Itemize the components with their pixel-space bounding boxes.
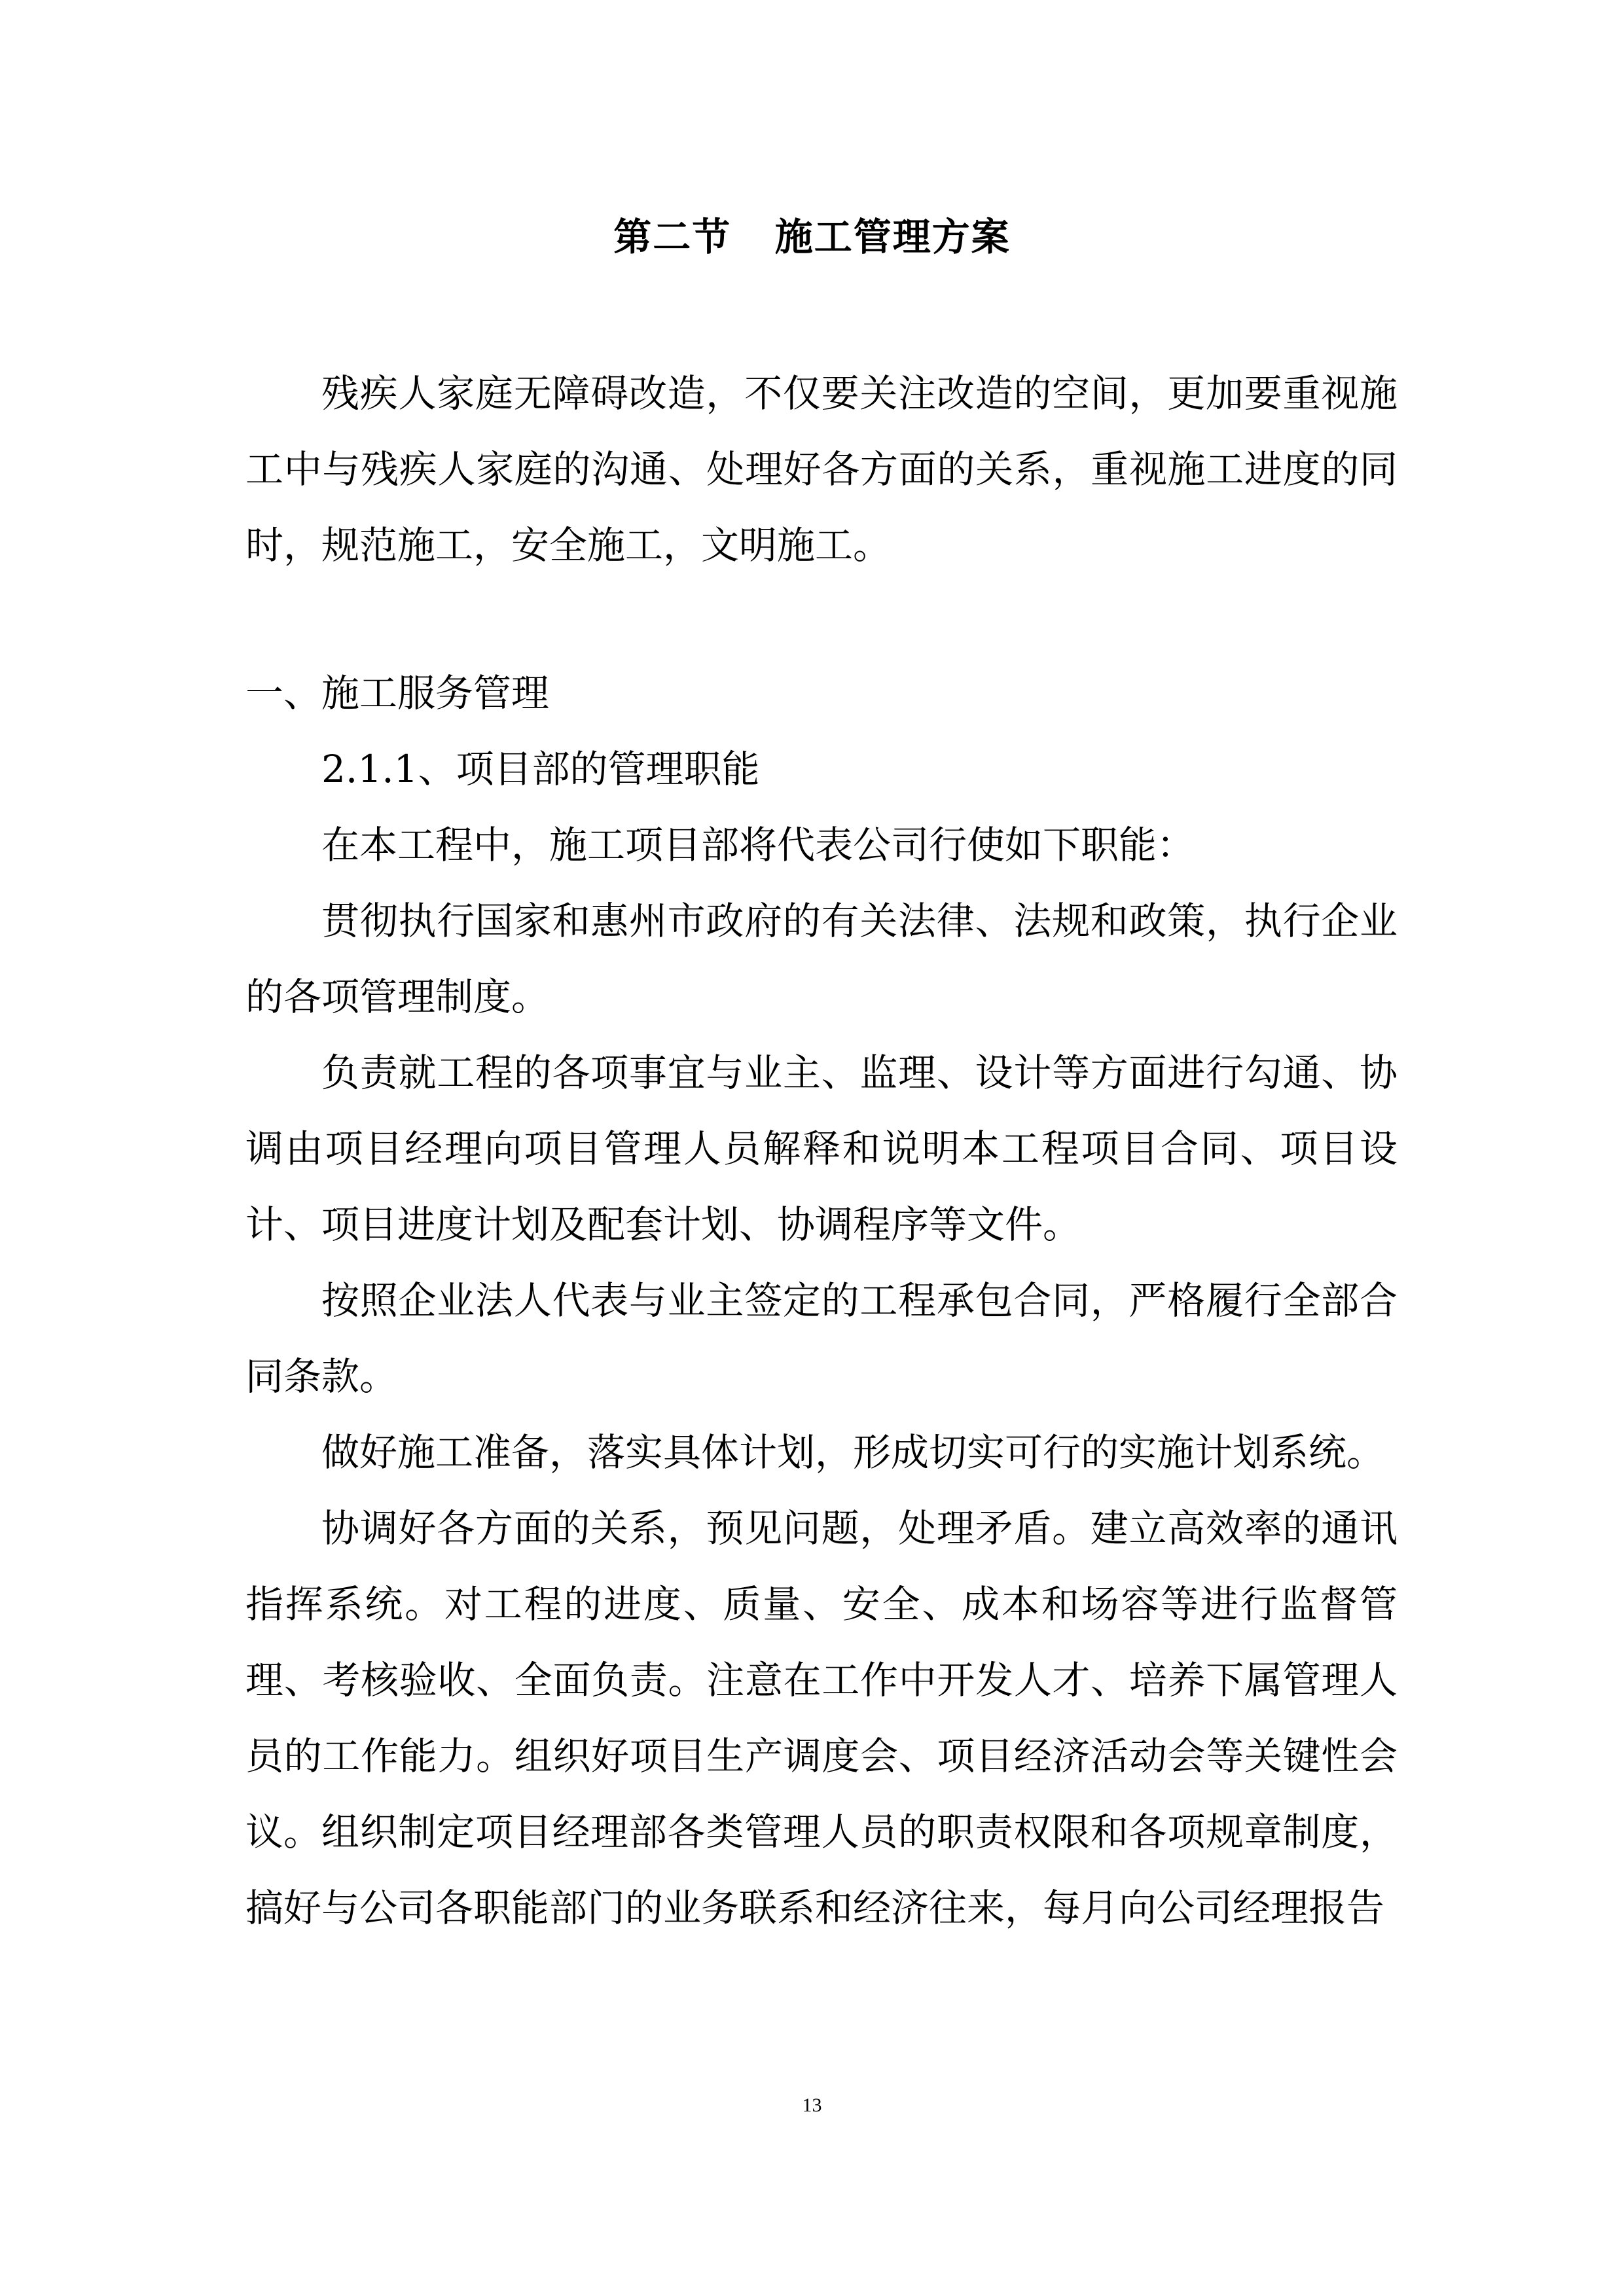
intro-paragraph: 残疾人家庭无障碍改造，不仅要关注改造的空间，更加要重视施工中与残疾人家庭的沟通、处理好各方面的关系，重视施工进度的同时，规范施工，安全施工，文明施工。	[245, 371, 1398, 567]
heading-project-functions: 2.1.1、项目部的管理职能	[321, 747, 760, 791]
paragraph: 协调好各方面的关系，预见问题，处理矛盾。建立高效率的通讯指挥系统。对工程的进度、质量、安全、成本和场容等进行监督管理、考核验收、全面负责。注意在工作中开发人才、培养下属管理人员的工作能力。组织好项目生产调度会、项目经济活动会等关键性会议。	[245, 1506, 1398, 1854]
paragraph: 按照企业法人代表与业主签定的工程承包合同，严格履行全部合同条款。	[245, 1278, 1398, 1399]
paragraph: 负责就工程的各项事宜与业主、监理、设计等方面进行勾通、协调由项目经理向项目管理人员解释和说明本工程项目合同、项目设计、项目进度计划及配套计划、协调程序等文件。	[245, 1050, 1398, 1247]
paragraph: 在本工程中，施工项目部将代表公司行使如下职能：	[321, 823, 1195, 867]
paragraph: 组织制定项目经理部各类管理人员的职责权限和各项规章制度，搞好与公司各职能部门的业务联系和经济往来，每月向公司经理报告	[245, 1810, 1398, 1930]
heading-service-management: 一、施工服务管理	[245, 671, 550, 715]
paragraph: 做好施工准备，落实具体计划，形成切实可行的实施计划系统。	[321, 1430, 1385, 1475]
section-title: 第二节 施工管理方案	[613, 215, 1011, 259]
page-number: 13	[802, 2094, 822, 2116]
paragraph: 贯彻执行国家和惠州市政府的有关法律、法规和政策，执行企业的各项管理制度。	[245, 899, 1398, 1019]
